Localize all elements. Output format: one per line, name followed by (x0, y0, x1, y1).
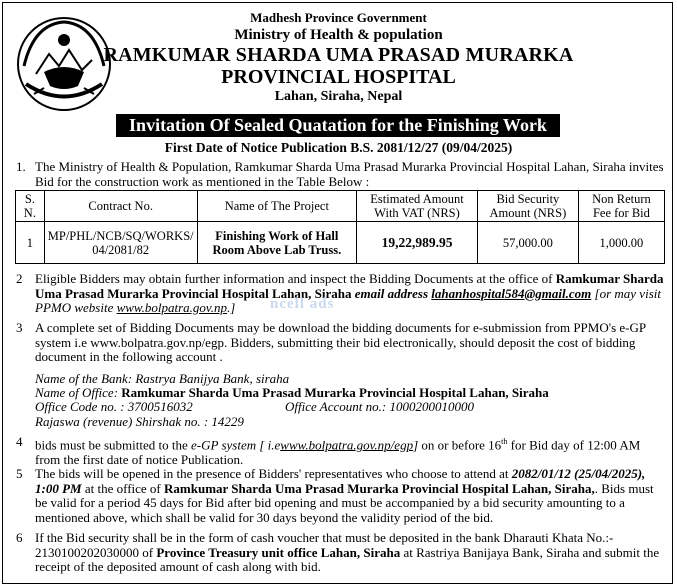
watermark: ncell ads (270, 296, 335, 312)
item-number: 1. (16, 159, 26, 174)
hospital-name-line2: PROVINCIAL HOSPITAL (221, 66, 456, 88)
contract-table (15, 190, 665, 264)
office-name: Name of Office: Ramkumar Sharda Uma Prasad Murarka Provincial Hospital Lahan, Siraha (35, 385, 549, 400)
cell-fee: 1,000.00 (578, 222, 664, 264)
paragraph-bid-security: If the Bid security shall be in the form of cash voucher that must be deposited in the bank Dharauti Khata No.:- 2130100202030000 of Province Treasury unit office Lahan, Siraha at Rastriya Banijaya Bank, Siraha and submit the receipt of the deposited amount of cash along with bid. (35, 530, 660, 574)
paragraph-bidding-info: Eligible Bidders may obtain further information and inspect the Bidding Documents at the office of Ramkumar Sharda Uma Prasad Murarka Provincial Hospital Lahan, Siraha email address lahanhospital584@gmail.com [or may visit PPMO website www.bolpatra.gov.np.] (35, 271, 664, 315)
item-number: 5 (16, 466, 23, 481)
hospital-name-line1: RAMKUMAR SHARDA UMA PRASAD MURARKA (103, 44, 574, 66)
egp-link[interactable]: www.bolpatra.gov.np/egp (280, 437, 414, 453)
cell-project: Finishing Work of Hall Room Above Lab Truss. (197, 222, 356, 264)
col-header-estimate: Estimated Amount With VAT (NRS) (357, 191, 478, 222)
office-account-number: Office Account no.: 1000200010000 (285, 399, 474, 414)
col-header-fee: Non Return Fee for Bid (578, 191, 664, 222)
item-number: 6 (16, 530, 23, 545)
notice-publication-date: First Date of Notice Publication B.S. 2081/12/27 (09/04/2025) (164, 140, 513, 155)
cell-sn: 1 (16, 222, 45, 264)
paragraph-bidding-documents: A complete set of Bidding Documents may be download the bidding documents for e-submission from PPMO's e-GP system i.e www.bolpatra.gov.np/egp. Bidders, submitting their bid electronically, should deposit the cost of bidding document in the following account . (35, 320, 646, 364)
paragraph-submission: bids must be submitted to the e-GP system [ i.ewww.bolpatra.gov.np/egp] on or before 16th for Bid day of 12:00 AM from the first date of notice Publication. (35, 437, 641, 467)
paragraph-invitation: The Ministry of Health & Population, Ramkumar Sharda Uma Prasad Murarka Provincial Hospital Lahan, Siraha invites Bid for the construction work as mentioned in the Table Below : (35, 159, 664, 189)
item-number: 4 (16, 434, 23, 449)
col-header-security: Bid Security Amount (NRS) (477, 191, 578, 222)
table-header-row (16, 191, 665, 222)
item-number: 3 (16, 320, 23, 335)
notice-title-banner: Invitation Of Sealed Quatation for the Finishing Work (116, 114, 560, 137)
paragraph-bid-opening: The bids will be opened in the presence of Bidders' representatives who choose to attend at 2082/01/12 (25/04/2025), 1:00 PM at the office of Ramkumar Sharda Uma Prasad Murarka Provincial Hospital Lahan, Siraha,. Bids must be valid for a period 45 days for Bid after bid opening and must be accompanied by a bid security amounting to a mentioned above, which shall be valid for 30 days beyond the validity period of the bid. (35, 466, 654, 525)
ministry-name: Ministry of Health & population (234, 27, 443, 43)
cell-estimate: 19,22,989.95 (357, 222, 478, 264)
bank-name: Name of the Bank: Rastrya Banijya Bank, siraha (35, 371, 290, 386)
item-number: 2 (16, 271, 23, 286)
col-header-sn: S. N. (16, 191, 45, 222)
cell-security: 57,000.00 (477, 222, 578, 264)
email-link[interactable]: lahanhospital584@gmail.com (431, 285, 592, 301)
office-code: Office Code no. : 3700516032 (35, 399, 193, 414)
revenue-number: Rajaswa (revenue) Shirshak no. : 14229 (35, 414, 244, 429)
cell-contract: MP/PHL/NCB/SQ/WORKS/ 04/2081/82 (44, 222, 197, 264)
bolpatra-link[interactable]: www.bolpatra.gov.np (116, 300, 227, 315)
government-name: Madhesh Province Government (250, 10, 427, 25)
col-header-project: Name of The Project (197, 191, 356, 222)
hospital-location: Lahan, Siraha, Nepal (274, 89, 403, 104)
table-row (16, 222, 665, 264)
col-header-contract: Contract No. (44, 191, 197, 222)
